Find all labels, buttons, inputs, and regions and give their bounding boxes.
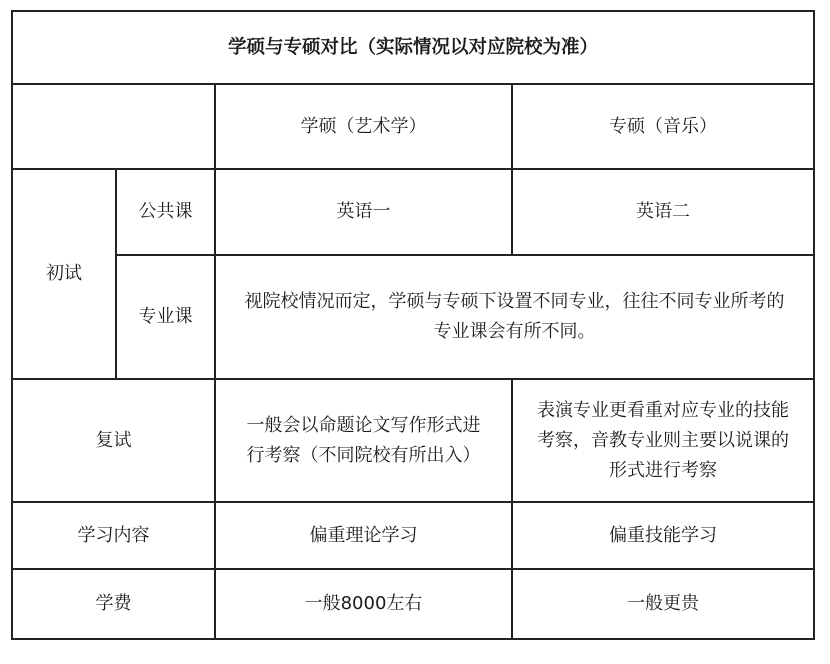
tuition-row [12, 569, 814, 639]
tuition-academic: 一般8000左右 [215, 569, 512, 639]
header-academic: 学硕（艺术学） [215, 84, 512, 169]
title-row [12, 11, 814, 84]
major-course-shared: 视院校情况而定，学硕与专硕下设置不同专业，往往不同专业所考的专业课会有所不同。 [215, 255, 814, 379]
retest-academic: 一般会以命题论文写作形式进行考察（不同院校有所出入） [215, 379, 512, 502]
initial-exam-label: 初试 [12, 169, 116, 379]
public-course-row [12, 169, 814, 255]
study-content-label: 学习内容 [12, 502, 215, 569]
header-empty-cell [12, 84, 215, 169]
public-course-label: 公共课 [116, 169, 215, 255]
header-row [12, 84, 814, 169]
public-course-academic: 英语一 [215, 169, 512, 255]
comparison-table-wrapper [11, 10, 815, 640]
study-content-academic: 偏重理论学习 [215, 502, 512, 569]
retest-row [12, 379, 814, 502]
public-course-professional: 英语二 [512, 169, 814, 255]
study-content-professional: 偏重技能学习 [512, 502, 814, 569]
major-course-label: 专业课 [116, 255, 215, 379]
tuition-label: 学费 [12, 569, 215, 639]
comparison-table [11, 10, 815, 640]
header-professional: 专硕（音乐） [512, 84, 814, 169]
retest-professional: 表演专业更看重对应专业的技能考察，音教专业则主要以说课的形式进行考察 [512, 379, 814, 502]
major-course-row [12, 255, 814, 379]
table-title: 学硕与专硕对比（实际情况以对应院校为准） [12, 11, 814, 84]
tuition-professional: 一般更贵 [512, 569, 814, 639]
retest-label: 复试 [12, 379, 215, 502]
study-content-row [12, 502, 814, 569]
